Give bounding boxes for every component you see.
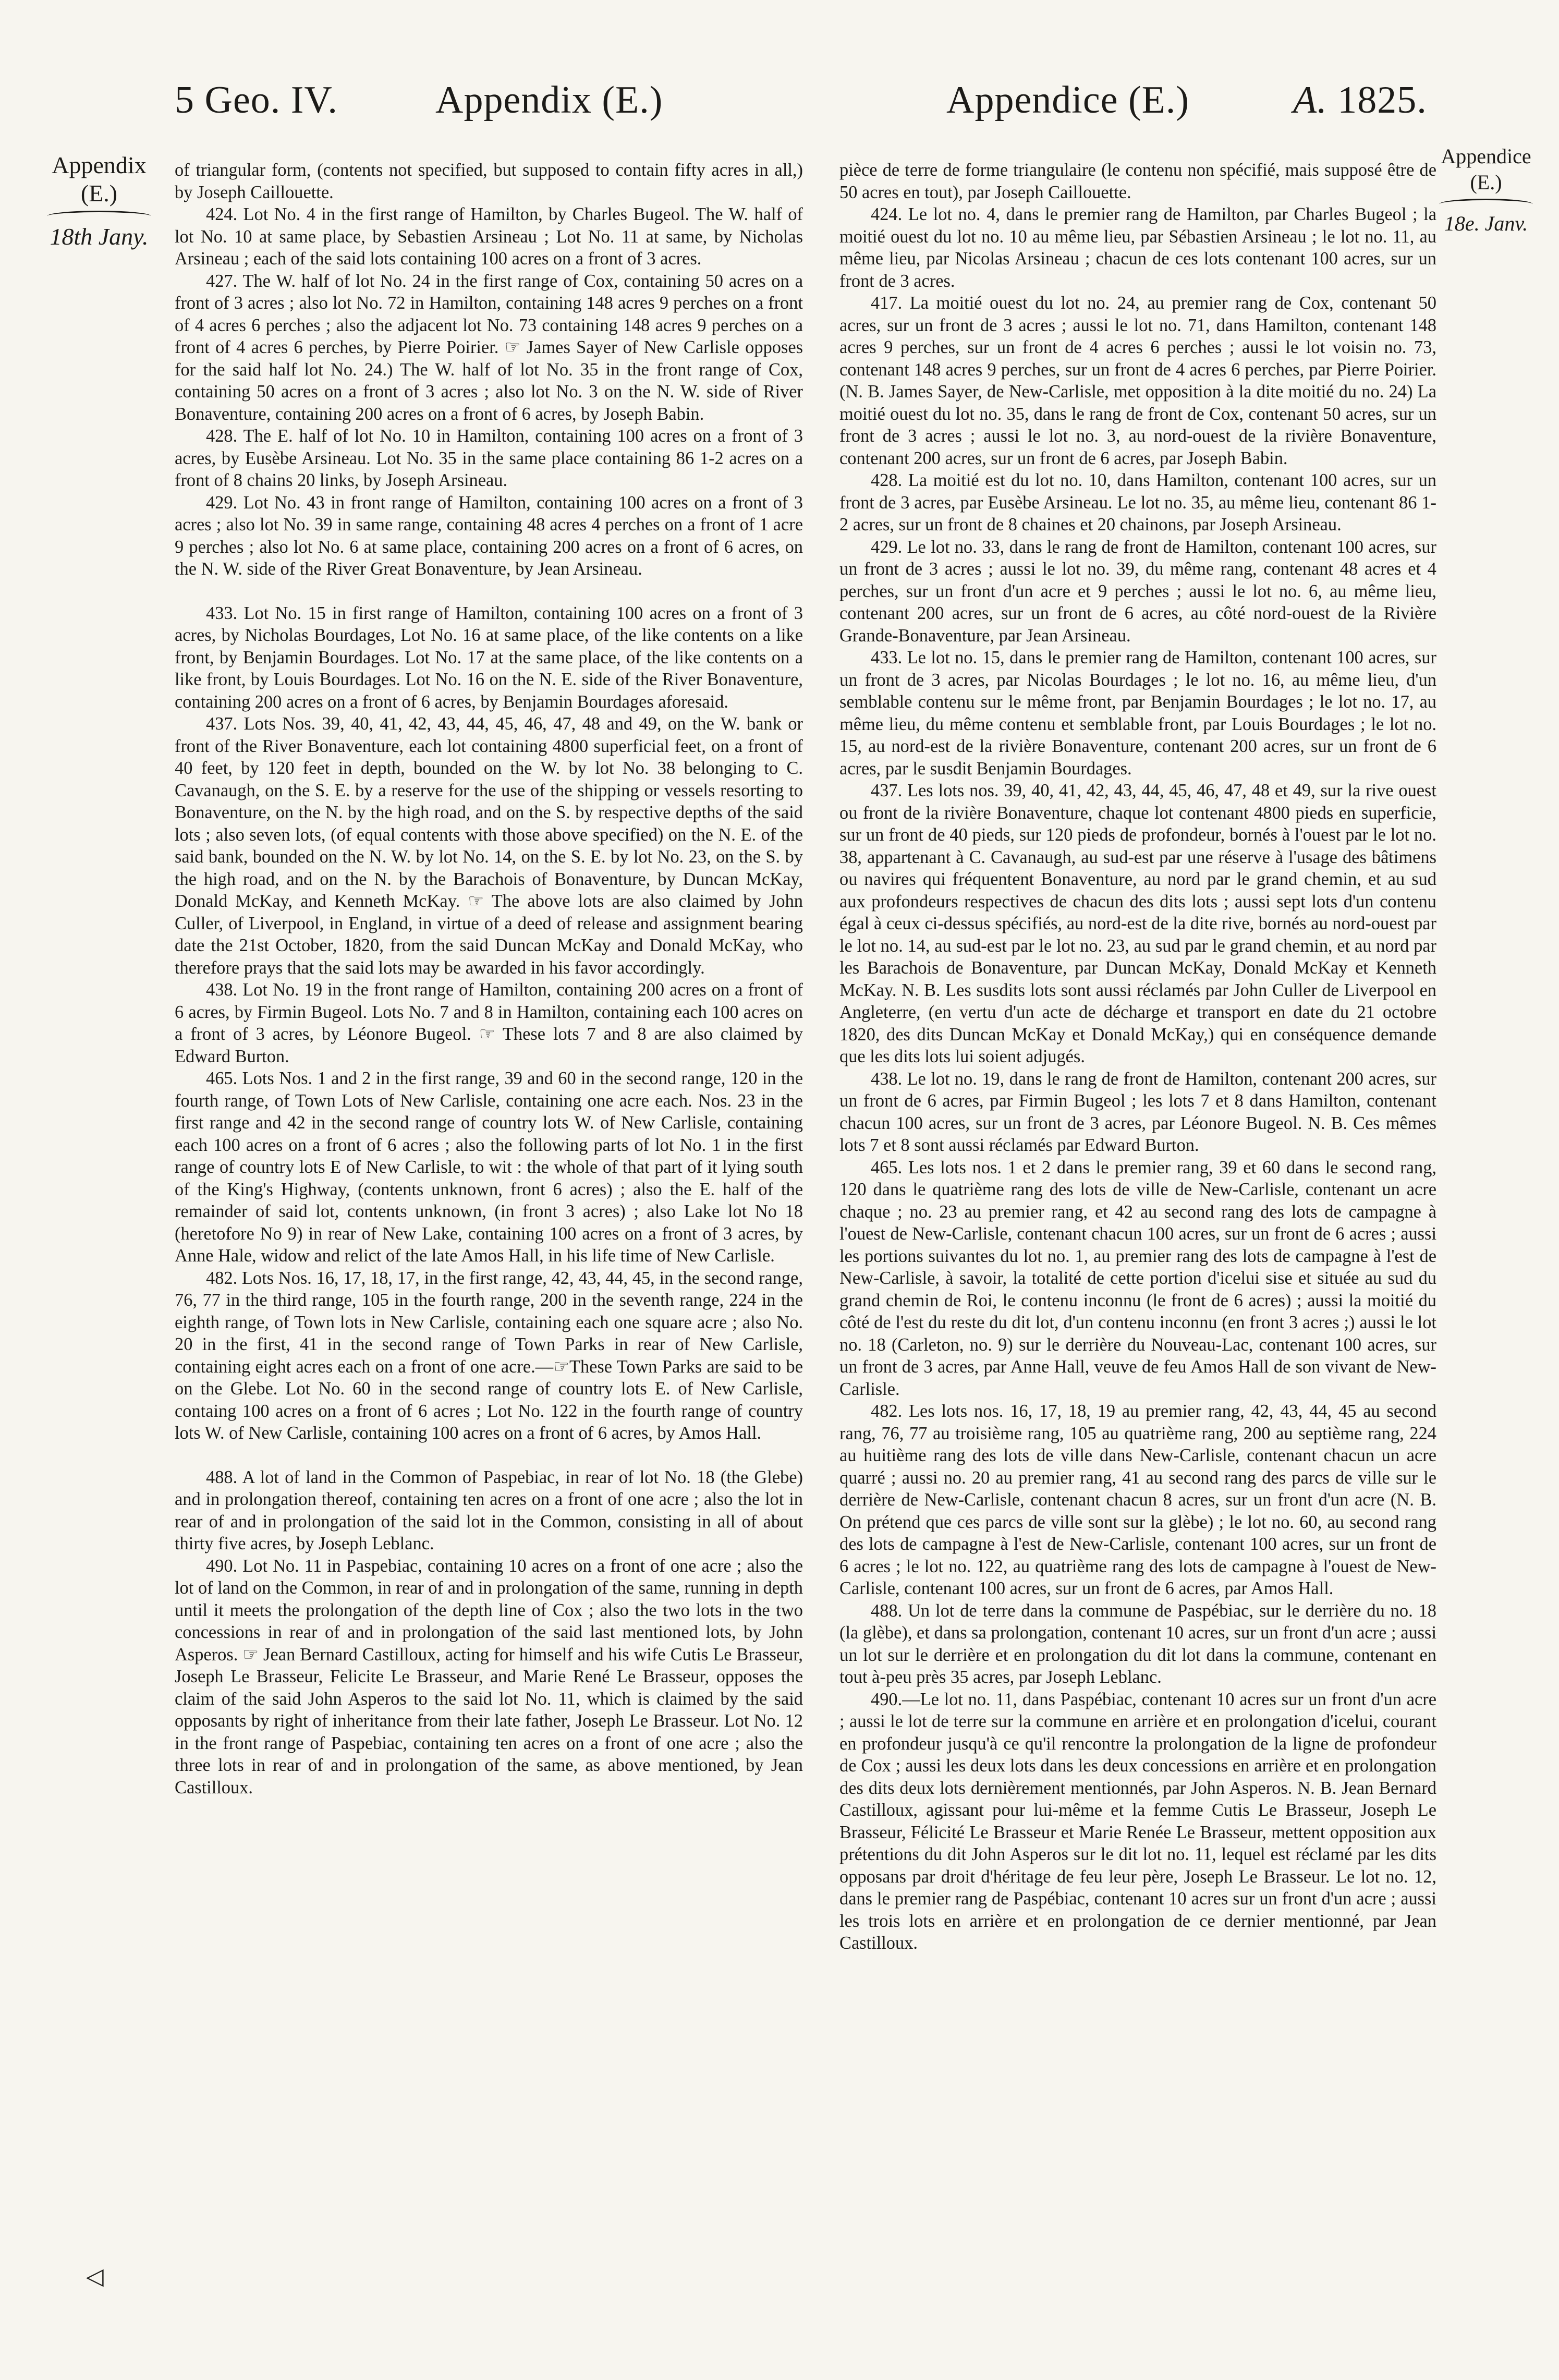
- entry-465: 465. Lots Nos. 1 and 2 in the first range, 39 and 60 in the second range, 120 in the fourth range, of Town Lots of New Carlisle, containing one acre each. Nos. 23 in the first range and 42 in the second range of country lots W. of New Carlisle, containing each 100 acres on a front of 6 acres ; also the following parts of lot No. 1 in the first range of country lots E of New Carlisle, to wit : the whole of that part of it lying south of the King's Highway, (contents unknown, front 6 acres) ; also the E. half of the remainder of said lot, contents unknown, (in front 3 acres) ; also Lake lot No 18 (heretofore No 9) in rear of New Lake, containing 100 acres on a front of 3 acres, by Anne Hale, widow and relict of the late Amos Hall, in his life time of New Carlisle.: [175, 1068, 803, 1266]
- entry-482-fr: 482. Les lots nos. 16, 17, 18, 19 au premier rang, 42, 43, 44, 45 au second rang, 76, 77 au troisième rang, 105 au quatrième rang, 200 au septième rang, 224 au huitième rang des lots de ville dans New-Carlisle, contenant chacun un acre quarré ; aussi no. 20 au premier rang, 41 au second rang des parcs de ville sur le derrière de New-Carlisle, contenant chacun 8 acres, sur un front d'un acre (N. B. On prétend que ces parcs de ville sont sur la glèbe) ; le lot no. 60, au second rang des lots de campagne à l'est de New-Carlisle, contenant 100 acres, sur un front de 6 acres ; le lot no. 122, au quatrième rang des lots de campagne à l'ouest de New-Carlisle, contenant 100 acres, sur un front de 6 acres, par Amos Hall.: [839, 1401, 1436, 1598]
- reign-heading: 5 Geo. IV.: [175, 79, 338, 122]
- entry-488-fr: 488. Un lot de terre dans la commune de Paspébiac, sur le derrière du no. 18 (la glèbe), et dans sa prolongation, contenant 10 acres, sur un front d'un acre ; aussi un lot sur le derrière et en prolongation du dit lot dans la commune, contenant en tout à-peu près 35 acres, par Joseph Leblanc.: [839, 1600, 1436, 1687]
- year-value: 1825.: [1337, 79, 1427, 122]
- entry-433-fr: 433. Le lot no. 15, dans le premier rang de Hamilton, contenant 100 acres, sur un front de 3 acres, par Nicolas Bourdages ; le lot no. 16, au même lieu, d'un semblable contenu sur le même front, par Benjamin Bourdages ; le lot no. 17, au même lieu, du même contenu et semblable front, par Louis Bourdages ; le lot no. 15, au nord-est de la rivière Bonaventure, contenant 200 acres, sur un front de 6 acres, par le susdit Benjamin Bourdages.: [839, 648, 1436, 779]
- entry-465-fr: 465. Les lots nos. 1 et 2 dans le premier rang, 39 et 60 dans le second rang, 120 dans le quatrième rang des lots de ville de New-Carlisle, contenant un acre chaque ; no. 23 au premier rang, et 42 au second rang des lots de campagne à l'ouest de New-Carlisle, contenant chacun 100 acres, sur un front de 6 acres ; aussi les portions suivantes du lot no. 1, au premier rang des lots de campagne à l'est de New-Carlisle, à savoir, la totalité de cette portion d'icelui sise et située au sud du grand chemin de Roi, le contenu inconnu (le front de 6 acres) ; aussi la moitié du côté de l'est du reste du dit lot, d'un contenu inconnu (en front 3 acres ;) aussi le lot no. 18 (Carleton, no. 9) sur le derrière du Nouveau-Lac, contenant 100 acres, sur un front de 3 acres, par Anne Hall, veuve de feu Amos Hall de son vivant de New-Carlisle.: [839, 1157, 1436, 1399]
- right-margin-date: 18e. Janv.: [1444, 212, 1528, 235]
- entry-417-fr: 417. La moitié ouest du lot no. 24, au premier rang de Cox, contenant 50 acres, sur un front de 3 acres ; aussi le lot no. 71, dans Hamilton, contenant 148 acres 9 perches, sur un front de 4 acres 6 perches ; aussi le lot voisin no. 73, contenant 148 acres 9 perches, sur un front de 4 acres 6 perches, par Pierre Poirier. (N. B. James Sayer, de New-Carlisle, met opposition à la dite moitié du no. 24) La moitié ouest du lot no. 35, dans le rang de front de Cox, contenant 50 acres, sur un front de 3 acres ; aussi le lot no. 3, au nord-ouest de la rivière Bonaventure, contenant 200 acres, sur un front de 6 acres, par Joseph Babin.: [839, 293, 1436, 468]
- right-margin-label: (E.): [1470, 171, 1502, 194]
- entry-continuation-fr: pièce de terre de forme triangulaire (le contenu non spécifié, mais supposé être de 50 acres en tout), par Joseph Caillouette.: [839, 160, 1436, 202]
- right-margin-note: [1434, 143, 1538, 237]
- entry-433: 433. Lot No. 15 in first range of Hamilton, containing 100 acres on a front of 3 acres, by Nicholas Bourdages, Lot No. 16 at same place, of the like contents on a like front, by Benjamin Bourdages. Lot No. 17 at the same place, of the like contents on a like front, by Louis Bourdages. Lot No. 16 on the N. E. side of the River Bonaventure, containing 200 acres on a front of 6 acres, by Benjamin Bourdages aforesaid.: [175, 603, 803, 712]
- entry-490: 490. Lot No. 11 in Paspebiac, containing 10 acres on a front of one acre ; also the lot of land on the Common, in rear of and in prolongation of the same, running in depth until it meets the prolongation of the depth line of Cox ; also the two lots in the two concessions in rear of and in prolongation of the said last mentioned lots, by John Asperos. ☞ Jean Bernard Castilloux, acting for himself and his wife Cutis Le Brasseur, Joseph Le Brasseur, Felicite Le Brasseur, and Marie René Le Brasseur, opposes the claim of the said John Asperos to the said lot No. 11, which is claimed by the said opposants by right of inheritance from their late father, Joseph Le Brasseur. Lot No. 12 in the front range of Paspebiac, containing ten acres on a front of one acre ; also the three lots in rear of and in prolongation of the same, as above mentioned, by Jean Castilloux.: [175, 1556, 803, 1798]
- appendix-heading-french: Appendice (E.): [946, 79, 1190, 122]
- entry-488: 488. A lot of land in the Common of Paspebiac, in rear of lot No. 18 (the Glebe) and in prolongation thereof, containing ten acres on a front of one acre ; also the lot in rear of and in prolongation of the said lot in the Common, consisting in all of about thirty five acres, by Joseph Leblanc.: [175, 1467, 803, 1553]
- entry-429: 429. Lot No. 43 in front range of Hamilton, containing 100 acres on a front of 3 acres ; also lot No. 39 in same range, containing 48 acres 4 perches on a front of 1 acre 9 perches ; also lot No. 6 at same place, containing 200 acres on a front of 6 acres, on the N. W. side of the River Great Bonaventure, by Jean Arsineau.: [175, 492, 803, 579]
- entry-437-fr: 437. Les lots nos. 39, 40, 41, 42, 43, 44, 45, 46, 47, 48 et 49, sur la rive ouest ou front de la rivière Bonaventure, chaque lot contenant 4800 pieds en superficie, sur un front de 40 pieds, sur 120 pieds de profondeur, bornés à l'ouest par le lot no. 38, appartenant à C. Cavanaugh, au sud-est par une réserve à l'usage des bâtimens ou navires qui fréquentent Bonaventure, au nord par le grand chemin, et au sud aux profondeurs respectives de chacun des dits lots ; aussi sept lots d'un contenu égal à ceux ci-dessus spécifiés, au nord-est de la dite rive, bornés au nord-ouest par le lot no. 14, au sud-est par le lot no. 23, au sud par le grand chemin, et au nord par les Barachois de Bonaventure, par Duncan McKay, Donald McKay et Kenneth McKay. N. B. Les susdits lots sont aussi réclamés par John Culler de Liverpool en Angleterre, (en vertu d'un acte de décharge et transport en date du 21 octobre 1820, des dits Duncan McKay et Donald McKay,) qui en conséquence demande que les dits lots lui soient adjugés.: [839, 781, 1436, 1066]
- appendix-heading-english: Appendix (E.): [435, 79, 663, 122]
- entry-482: 482. Lots Nos. 16, 17, 18, 17, in the first range, 42, 43, 44, 45, in the second range, 76, 77 in the third range, 105 in the fourth range, 200 in the seventh range, 224 in the eighth range, of Town lots in New Carlisle, containing each one square acre ; also No. 20 in the first, 41 in the second range of Town Parks in rear of New Carlisle, containing eight acres each on a front of one acre.—☞These Town Parks are said to be on the Glebe. Lot No. 60 in the second range of country lots E. of New Carlisle, containg 100 acres on a front of 6 acres ; Lot No. 122 in the fourth range of country lots W. of New Carlisle, containing 100 acres on a front of 6 acres, by Amos Hall.: [175, 1268, 803, 1443]
- entry-429-fr: 429. Le lot no. 33, dans le rang de front de Hamilton, contenant 100 acres, sur un front de 3 acres ; aussi le lot no. 39, du même rang, contenant 48 acres et 4 perches, sur un front d'un acre et 9 perches ; aussi le lot no. 6, au même lieu, contenant 200 acres, sur un front de 6 acres, au côté nord-ouest de la Rivière Grande-Bonaventure, par Jean Arsineau.: [839, 537, 1436, 646]
- left-margin-date: 18th Jany.: [50, 223, 149, 250]
- entry-437: 437. Lots Nos. 39, 40, 41, 42, 43, 44, 45, 46, 47, 48 and 49, on the W. bank or front of the River Bonaventure, each lot containing 4800 superficial feet, on a front of 40 feet, by 120 feet in depth, bounded on the W. by lot No. 38 belonging to C. Cavanaugh, on the S. E. by a reserve for the use of the shipping or vessels resorting to Bonaventure, on the N. by the high road, and on the S. by respective depths of the said lots ; also seven lots, (of equal contents with those above specified) on the N. E. of the said bank, bounded on the N. W. by lot No. 14, on the S. E. by lot No. 23, on the S. by the high road, and on the N. by the Barachois of Bonaventure, by Duncan McKay, Donald McKay, and Kenneth McKay. ☞ The above lots are also claimed by John Culler, of Liverpool, in England, in virtue of a deed of release and assignment bearing date the 21st October, 1820, from the said Duncan McKay and Donald McKay, who therefore prays that the said lots may be awarded in his favor accordingly.: [175, 714, 803, 978]
- entry-438: 438. Lot No. 19 in the front range of Hamilton, containing 200 acres on a front of 6 acres, by Firmin Bugeol. Lots No. 7 and 8 in Hamilton, containing each 100 acres on a front of 3 acres, by Léonore Bugeol. ☞ These lots 7 and 8 are also claimed by Edward Burton.: [175, 980, 803, 1066]
- entry-427: 427. The W. half of lot No. 24 in the first range of Cox, containing 50 acres on a front of 3 acres ; also lot No. 72 in Hamilton, containing 148 acres 9 perches on a front of 4 acres 6 perches ; also the adjacent lot No. 73 containing 148 acres 9 perches on a front of 4 acres 6 perches, by Pierre Poirier. ☞ James Sayer of New Carlisle opposes for the said half lot No. 24.) The W. half of lot No. 35 in the front range of Cox, containing 50 acres on a front of 3 acres ; also lot No. 3 on the N. W. side of River Bonaventure, containing 200 acres on a front of 6 acres, by Joseph Babin.: [175, 271, 803, 424]
- right-margin-title: Appendice: [1441, 144, 1531, 168]
- year-heading: [1293, 78, 1427, 123]
- entry-490-fr: 490.—Le lot no. 11, dans Paspébiac, contenant 10 acres sur un front d'un acre ; aussi le lot de terre sur la commune en arrière et en prolongation d'icelui, courant en profondeur jusqu'à ce qu'il rencontre la prolongation de la ligne de profondeur de Cox ; aussi les deux lots dans les deux concessions en arrière et en prolongation des dits deux lots dernièrement mentionnés, par John Asperos. N. B. Jean Bernard Castilloux, agissant pour lui-même et la femme Cutis Le Brasseur, Joseph Le Brasseur, Félicité Le Brasseur et Marie Renée Le Brasseur, mettent opposition aux prétentions du dit John Asperos sur le dit lot no. 11, lequel est réclamé par les dits opposans par droit d'héritage de feu leur père, Joseph Le Brasseur. Le lot no. 12, dans le premier rang de Paspébiac, contenant 10 acres sur un front d'un acre ; aussi les trois lots en arrière et en prolongation de ce dernier mentionné, par Jean Castilloux.: [839, 1689, 1436, 1953]
- page-header: [0, 78, 1559, 141]
- left-margin-note: [42, 151, 156, 251]
- entry-428: 428. The E. half of lot No. 10 in Hamilton, containing 100 acres on a front of 3 acres, by Eusèbe Arsineau. Lot No. 35 in the same place containing 86 1-2 acres on a front of 8 chains 20 links, by Joseph Arsineau.: [175, 426, 803, 490]
- entry-428-fr: 428. La moitié est du lot no. 10, dans Hamilton, contenant 100 acres, sur un front de 3 acres, par Eusèbe Arsineau. Le lot no. 35, au même lieu, contenant 86 1-2 acres, sur un front de 8 chaines et 20 chainons, par Joseph Arsineau.: [839, 470, 1436, 535]
- entry-continuation: of triangular form, (contents not specified, but supposed to contain fifty acres in all,) by Joseph Caillouette.: [175, 160, 803, 202]
- entry-424: 424. Lot No. 4 in the first range of Hamilton, by Charles Bugeol. The W. half of lot No. 10 at same place, by Sebastien Arsineau ; Lot No. 11 at same, by Nicholas Arsineau ; each of the said lots containing 100 acres on a front of 3 acres.: [175, 204, 803, 269]
- left-margin-label: (E.): [80, 180, 118, 207]
- year-prefix: A.: [1293, 79, 1327, 122]
- left-margin-brace: [47, 211, 151, 222]
- left-margin-title: Appendix: [52, 152, 147, 178]
- right-margin-brace: [1439, 199, 1533, 210]
- entry-438-fr: 438. Le lot no. 19, dans le rang de front de Hamilton, contenant 200 acres, sur un front de 6 acres, par Firmin Bugeol ; les lots 7 et 8 dans Hamilton, contenant chacun 100 acres, sur un front de 3 acres, par Léonore Bugeol. N. B. Ces mêmes lots 7 et 8 sont aussi réclamés par Edward Burton.: [839, 1068, 1436, 1155]
- margin-mark-icon: ◁: [86, 2264, 104, 2289]
- english-column: [175, 159, 803, 1799]
- entry-424-fr: 424. Le lot no. 4, dans le premier rang de Hamilton, par Charles Bugeol ; la moitié ouest du lot no. 10 au même lieu, par Sébastien Arsineau ; le lot no. 11, au même lieu, par Nicolas Arsineau ; chacun de ces lots contenant 100 acres, sur un front de 3 acres.: [839, 204, 1436, 291]
- french-column: [839, 159, 1436, 1954]
